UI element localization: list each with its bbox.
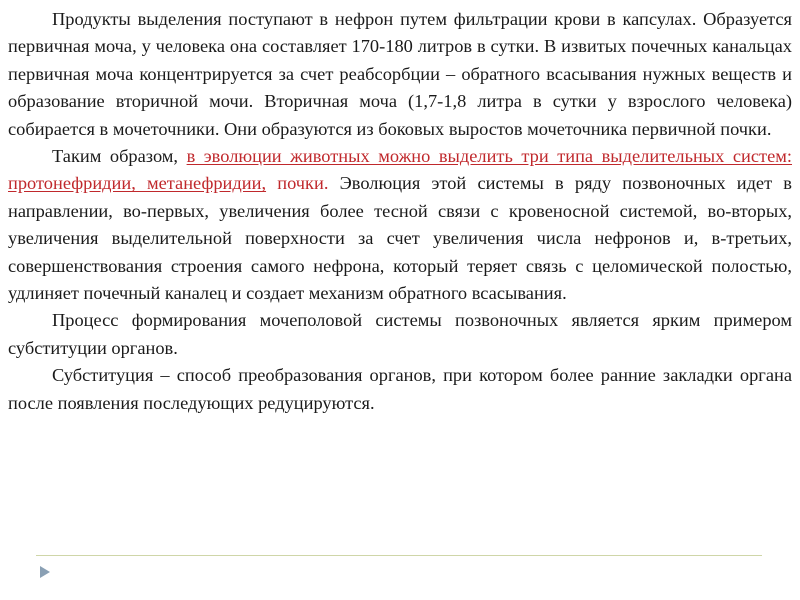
paragraph-4-text: Субституция – способ преобразования органов, при котором более ранние закладки органа после появления последующих редуцируются. [8,365,792,413]
paragraph-4 [8,362,792,417]
paragraph-3 [8,307,792,362]
paragraph-2-lead: Таким образом, [52,146,187,167]
text-body [8,6,792,417]
paragraph-2-highlight-underlined: в эволюции животных можно выделить три типа выделительных систем: протонефридии, метанефридии, [8,146,793,194]
paragraph-3-text: Процесс формирования мочеполовой системы позвоночных является ярким примером субституции органов. [8,310,792,358]
paragraph-2 [8,143,792,307]
paragraph-2-rest: Эволюция этой системы в ряду позвоночных идет в направлении, во-первых, увеличения более тесной связи с кровеносной системой, во-вторых, увеличения выделительной поверхности за счет увеличения числа нефронов и, в-третьих, совершенствования строения самого нефрона, который теряет связь с целомической полостью, удлиняет почечный каналец и создает механизм обратного всасывания. [8,173,792,304]
paragraph-2-highlight-plain: почки. [266,173,329,194]
paragraph-1-text: Продукты выделения поступают в нефрон путем фильтрации крови в капсулах. Образуется первичная моча, у человека она составляет 170-180 литров в сутки. В извитых почечных канальцах первичная моча концентрируется за счет реабсорбции – обратного всасывания нужных веществ и образование вторичной мочи. Вторичная моча (1,7-1,8 литра в сутки у взрослого человека) собирается в мочеточники. Они образуются из боковых выростов мочеточника первичной почки. [8,9,792,139]
paragraph-1 [8,6,792,143]
triangle-right-icon[interactable] [40,566,50,578]
footer-divider [36,555,762,556]
